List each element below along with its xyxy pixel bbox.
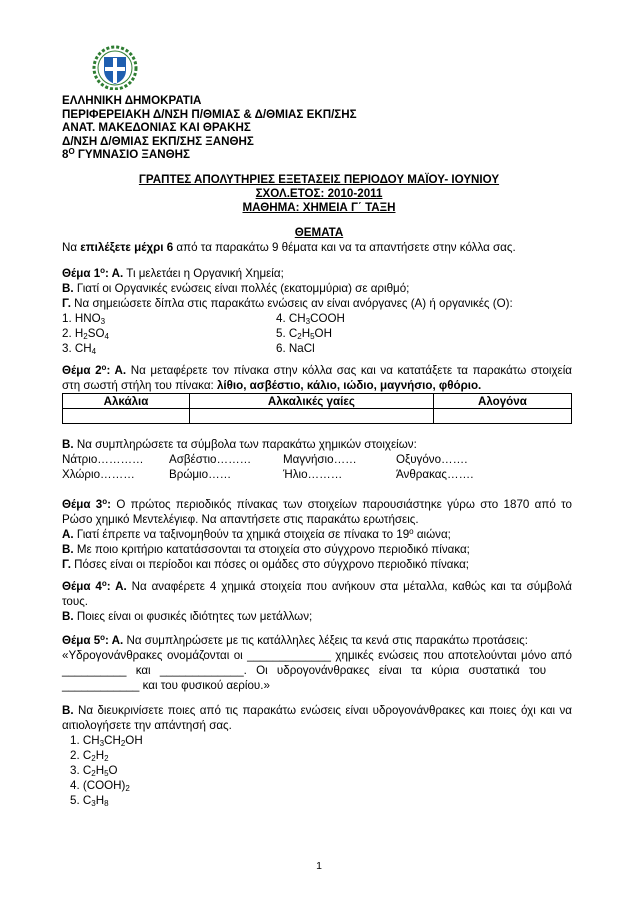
header-line: ΕΛΛΗΝΙΚΗ ΔΗΜΟΚΡΑΤΙΑ: [62, 94, 202, 107]
compound-row: 2. $H_2SO_4$ 5. $C_2H_5OH$: [62, 327, 332, 341]
table-cell: [433, 409, 571, 424]
themes-heading-block: [0, 226, 638, 240]
table-cell: [189, 409, 433, 424]
themes-heading: ΘΕΜΑΤΑ: [294, 226, 344, 239]
subject: ΜΑΘΗΜΑ: ΧΗΜΕΙΑ Γ΄ ΤΑΞΗ: [242, 201, 396, 214]
symbols-row: Χλώριο……… Βρώμιο…… Ήλιο……… Άνθρακας…….: [62, 468, 474, 481]
issuer-header: [62, 94, 357, 162]
header-line: ΑΝΑΤ. ΜΑΚΕΔΟΝΙΑΣ ΚΑΙ ΘΡΑΚΗΣ: [62, 121, 251, 135]
list-item: 4. $(COOH)_2$: [70, 779, 130, 793]
list-item: 1. $CH_3CH_2OH$: [70, 734, 143, 748]
question-4: Θέμα $4^o$: Α. Να αναφέρετε 4 χημικά στοιχεία που ανήκουν στα μέταλλα, καθώς και τα σύμβολά τους. Β. Ποιες είναι οι φυσικές ιδιότητες των μετάλλων;: [62, 579, 573, 623]
element-groups-table: [62, 393, 572, 424]
compound-row: 3. $CH_4$ 6. NaCl: [62, 342, 315, 356]
list-item: 2. $C_2H_2$: [70, 749, 109, 763]
q1-part-c: Γ. Να σημειώσετε δίπλα στις παρακάτω ενώσεις αν είναι ανόργανες (Α) ή οργανικές (Ο):: [62, 297, 513, 310]
instructions: Να επιλέξετε μέχρι 6 από τα παρακάτω 9 θέματα και να τα απαντήσετε στην κόλλα σας.: [62, 241, 516, 254]
fill-in-line: __________ και _____________. Οι υδρογονάνθρακες είναι τα κύρια συστατικά του: [62, 664, 547, 677]
compound-row: 1. $HNO_3$ 4. $CH_3COOH$: [62, 312, 345, 326]
page-number: 1: [316, 860, 322, 872]
list-item: 3. $C_2H_5O$: [70, 764, 118, 778]
q1-part-a: Θέμα $1^o$: Α. Τι μελετάει η Οργανική Χημεία;: [62, 266, 284, 280]
exam-titles: [0, 173, 638, 215]
header-line: ΠΕΡΙΦΕΡΕΙΑΚΗ Δ/ΝΣΗ Π/ΘΜΙΑΣ & Δ/ΘΜΙΑΣ ΕΚΠ/ΣΗΣ: [62, 107, 357, 121]
table-header-halogens: Αλογόνα: [433, 394, 571, 409]
fill-in-line: «Υδρογονάνθρακες ονομάζονται οι _____________ χημικές ενώσεις που αποτελούνται μόνο από: [62, 649, 572, 662]
table-cell: [63, 409, 190, 424]
question-2-part-b: Β. Να συμπληρώσετε τα σύμβολα των παρακάτω χημικών στοιχείων: Νάτριο………… Ασβέστιο……… Μαγνήσιο…… Οξυγόνο……. Χλώριο……… Βρώμιο…… Ήλιο……… Άνθρακας…….: [62, 437, 572, 482]
question-1: [62, 266, 572, 356]
table-header-alkaline-earth: Αλκαλικές γαίες: [189, 394, 433, 409]
question-2: Θέμα $2^o$: Α. Να μεταφέρετε τον πίνακα στην κόλλα σας και να κατατάξετε τα παρακάτω στοιχεία στη σωστή στήλη του πίνακα: λίθιο, ασβέστιο, κάλιο, ιώδιο, μαγνήσιο, φθόριο.: [62, 363, 572, 392]
school-year: ΣΧΟΛ.ΕΤΟΣ: 2010-2011: [255, 187, 383, 200]
symbols-row: Νάτριο………… Ασβέστιο……… Μαγνήσιο…… Οξυγόνο…….: [62, 453, 468, 466]
table-header-alkali: Αλκάλια: [63, 394, 190, 409]
fill-in-line: ____________ και του φυσικού αερίου.»: [62, 679, 270, 692]
question-5: Θέμα $5^o$: Α. Να συμπληρώσετε με τις κατάλληλες λέξεις τα κενά στις παρακάτω προτάσεις: «Υδρογονάνθρακες ονομάζονται οι _____________ χημικές ενώσεις που αποτελούνται μόνο από __________ και _____________. Οι υδρογονάνθρακες είναι τα κύρια συστατικά του ____________ και του φυσικού αερίου.»: [62, 633, 572, 692]
list-item: 5. $C_3H_8$: [70, 794, 109, 808]
compound-list: [62, 733, 572, 808]
question-5-part-b: Β. Να διευκρινίσετε ποιες από τις παρακάτω ενώσεις είναι υδρογονάνθρακες και ποιες όχι και να αιτιολογήσετε την απάντησή σας. 1. $CH_3CH_2OH$ 2. $C_2H_2$ 3. $C_2H_5O$ 4. $(COOH)_2$ 5. $C_3H_8$: [62, 704, 572, 808]
q1-part-b: Β. Γιατί οι Οργανικές ενώσεις είναι πολλές (εκατομμύρια) σε αριθμό;: [62, 282, 410, 295]
school-name: $8^O$ ΓΥΜΝΑΣΙΟ ΞΑΝΘΗΣ: [62, 147, 190, 162]
exam-title: ΓΡΑΠΤΕΣ ΑΠΟΛΥΤΗΡΙΕΣ ΕΞΕΤΑΣΕΙΣ ΠΕΡΙΟΔΟΥ ΜΑΪΟΥ- ΙΟΥΝΙΟΥ: [138, 173, 500, 186]
greek-coat-of-arms-emblem: [92, 44, 138, 90]
question-3: Θέμα $3^o$: Ο πρώτος περιοδικός πίνακας των στοιχείων παρουσιάστηκε γύρω στο 1870 από το Ρώσο χημικό Μεντελέγιεφ. Να απαντήσετε στις παρακάτω ερωτήσεις. Α. Γιατί έπρεπε να ταξινομηθούν τα χημικά στοιχεία σε πίνακα το $19^o$ αιώνα; Β. Με ποιο κριτήριο κατατάσσονται τα στοιχεία στο σύγχρονο περιοδικό πίνακα; Γ. Πόσες είναι οι περίοδοι και πόσες οι ομάδες στο σύγχρονο περιοδικό πίνακα;: [62, 497, 573, 571]
header-line: Δ/ΝΣΗ Δ/ΘΜΙΑΣ ΕΚΠ/ΣΗΣ ΞΑΝΘΗΣ: [62, 134, 254, 148]
